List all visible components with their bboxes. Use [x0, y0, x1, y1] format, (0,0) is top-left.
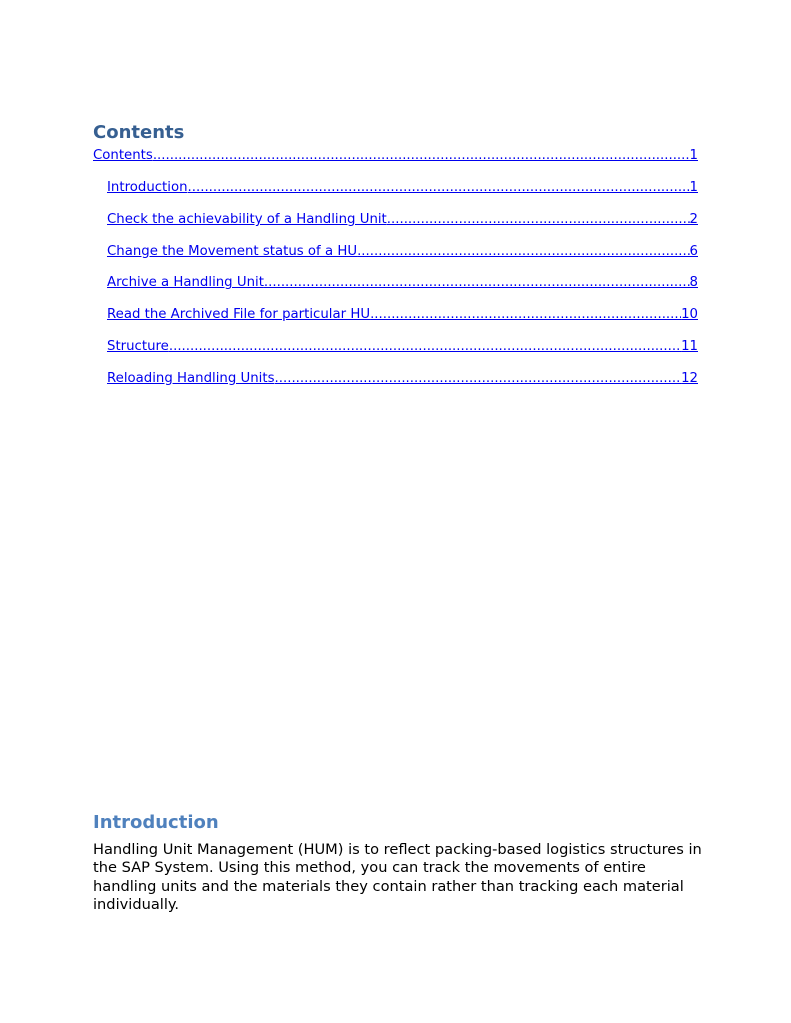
introduction-paragraph: Handling Unit Management (HUM) is to reflect packing-based logistics structures in the SAP System. Using this method, you can track the movements of entire handling units and the materials they contain rather than tracking each material individually.: [93, 841, 702, 913]
toc-entry-title: Archive a Handling Unit: [107, 275, 264, 290]
toc-entry-title: Structure: [107, 339, 169, 354]
toc-link-introduction[interactable]: [107, 180, 698, 196]
introduction-heading: Introduction: [93, 812, 219, 833]
toc-leader-dots: [387, 212, 690, 228]
toc-page-number: 2: [689, 212, 698, 227]
toc-link-structure[interactable]: [107, 339, 698, 355]
toc-leader-dots: [275, 371, 682, 387]
toc-leader-dots: [188, 180, 690, 196]
toc-link-reloading-handling-units[interactable]: [107, 371, 698, 387]
toc-entry-title: Read the Archived File for particular HU: [107, 307, 371, 322]
toc-entry-title: Reloading Handling Units: [107, 371, 275, 386]
toc-entry-title: Check the achievability of a Handling Unit: [107, 212, 387, 227]
toc-entry-title: Introduction: [107, 180, 188, 195]
toc-link-change-movement-status[interactable]: [107, 244, 698, 260]
toc-leader-dots: [153, 148, 690, 164]
toc-link-check-achievability[interactable]: [107, 212, 698, 228]
toc-page-number: 10: [681, 307, 698, 322]
toc-leader-dots: [264, 275, 690, 291]
toc-page-number: 1: [689, 148, 698, 163]
toc-entry-title: Contents: [93, 148, 153, 163]
toc-leader-dots: [357, 244, 689, 260]
toc-leader-dots: [169, 339, 681, 355]
toc-page-number: 8: [689, 275, 698, 290]
toc-heading: Contents: [93, 122, 185, 143]
toc-link-contents[interactable]: [93, 148, 698, 164]
toc-link-read-archived-file[interactable]: [107, 307, 698, 323]
toc-page-number: 1: [689, 180, 698, 195]
toc-page-number: 12: [681, 371, 698, 386]
toc-entry-title: Change the Movement status of a HU: [107, 244, 358, 259]
toc-link-archive-handling-unit[interactable]: [107, 275, 698, 291]
toc-page-number: 11: [681, 339, 698, 354]
toc-page-number: 6: [689, 244, 698, 259]
toc-leader-dots: [370, 307, 681, 323]
